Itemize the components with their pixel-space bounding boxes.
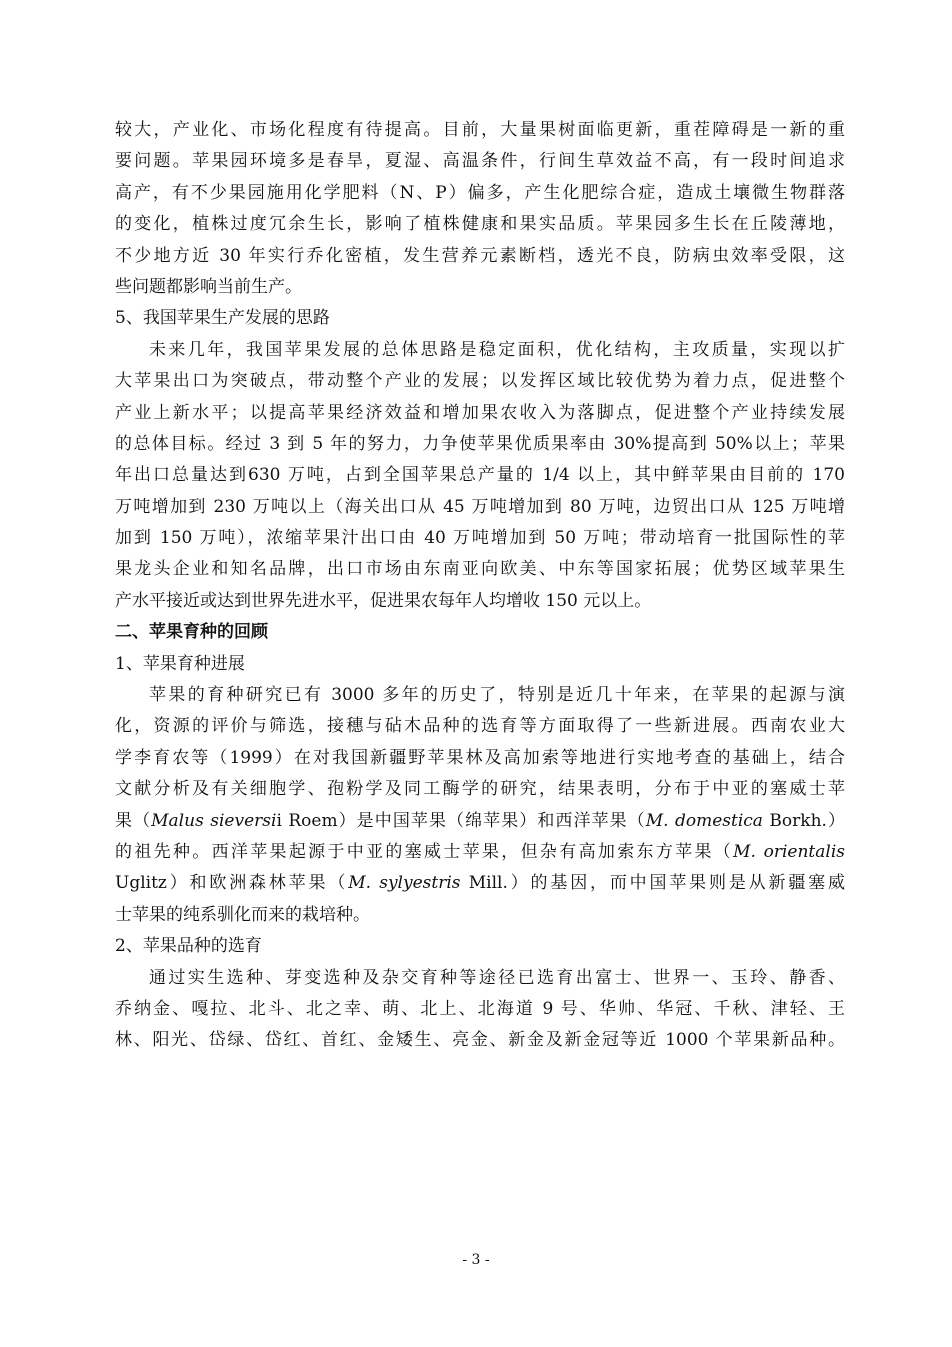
paragraph-line: 文献分析及有关细胞学、孢粉学及同工酶学的研究，结果表明，分布于中亚的塞威士苹: [115, 779, 845, 800]
text-run: Borkh.）: [762, 810, 845, 831]
latin-name: M. orientalis: [733, 841, 845, 862]
subheading-1: 1、苹果育种进展: [115, 653, 245, 674]
paragraph-line: 的总体目标。经过 3 到 5 年的努力，力争使苹果优质果率由 30%提高到 50%以上；苹果: [115, 433, 845, 454]
subheading-2: 2、苹果品种的选育: [115, 936, 262, 957]
paragraph-line: 未来几年，我国苹果发展的总体思路是稳定面积，优化结构，主攻质量，实现以扩: [149, 339, 845, 360]
text-run: i Roem）是中国苹果（绵苹果）和西洋苹果（: [276, 810, 646, 831]
paragraph-line: 苹果的育种研究已有 3000 多年的历史了，特别是近几十年来，在苹果的起源与演: [149, 685, 845, 706]
paragraph-line: 不少地方近 30 年实行乔化密植，发生营养元素断档，透光不良，防病虫效率受限，这: [115, 245, 845, 266]
body-text: [115, 115, 845, 1057]
paragraph-line: 较大，产业化、市场化程度有待提高。目前，大量果树面临更新，重茬障碍是一新的重: [115, 120, 845, 140]
paragraph-line: 高产，有不少果园施用化学肥料（N、P）偏多，产生化肥综合症，造成土壤微生物群落: [115, 182, 845, 203]
paragraph-line: 的变化，植株过度冗余生长，影响了植株健康和果实品质。苹果园多生长在丘陵薄地，: [115, 214, 845, 235]
text-run: Mill.）的基因，而中国苹果则是从新疆塞威: [460, 873, 845, 894]
paragraph-line: 通过实生选种、芽变选种及杂交育种等途径已选育出富士、世界一、玉玲、静香、: [149, 967, 845, 988]
text-run: 果（: [115, 810, 152, 831]
subheading-5: 5、我国苹果生产发展的思路: [115, 308, 330, 329]
latin-name: M. sylyestris: [348, 873, 461, 894]
paragraph-line: 林、阳光、岱绿、岱红、首红、金矮生、亮金、新金及新金冠等近 1000 个苹果新品种。: [115, 1030, 845, 1051]
latin-name: Malus sieversi: [151, 810, 277, 831]
page-number: - 3 -: [462, 1252, 490, 1268]
paragraph-line: 产水平接近或达到世界先进水平，促进果农每年人均增收 150 元以上。: [115, 590, 652, 611]
paragraph-line: 产业上新水平；以提高苹果经济效益和增加果农收入为落脚点，促进整个产业持续发展: [115, 402, 845, 423]
paragraph-line-mixed: [115, 806, 845, 837]
paragraph-line: 要问题。苹果园环境多是春旱，夏湿、高温条件，行间生草效益不高，有一段时间追求: [115, 151, 845, 172]
text-run: Uglitz）和欧洲森林苹果（: [115, 873, 349, 894]
paragraph-line: 些问题都影响当前生产。: [115, 276, 302, 297]
paragraph-line: 乔纳金、嘎拉、北斗、北之幸、萌、北上、北海道 9 号、华帅、华冠、千秋、津轻、王: [115, 998, 845, 1019]
paragraph-line-mixed: [115, 868, 845, 899]
paragraph-line: 化，资源的评价与筛选，接穗与砧木品种的选育等方面取得了一些新进展。西南农业大: [115, 716, 845, 737]
paragraph-line-mixed: [115, 837, 845, 868]
text-run: 的祖先种。西洋苹果起源于中亚的塞威士苹果，但杂有高加索东方苹果（: [115, 841, 734, 862]
paragraph-line: 士苹果的纯系驯化而来的栽培种。: [115, 904, 370, 925]
paragraph-line: 学李育农等（1999）在对我国新疆野苹果林及高加索等地进行实地考查的基础上，结合: [115, 747, 845, 768]
paragraph-line: 加到 150 万吨），浓缩苹果汁出口由 40 万吨增加到 50 万吨；带动培育一批国际性的苹: [115, 528, 845, 549]
paragraph-line: 万吨增加到 230 万吨以上（海关出口从 45 万吨增加到 80 万吨，边贸出口从 125 万吨增: [115, 496, 845, 517]
paragraph-line: 果龙头企业和知名品牌，出口市场由东南亚向欧美、中东等国家拓展；优势区域苹果生: [115, 559, 845, 580]
paragraph-line: 大苹果出口为突破点，带动整个产业的发展；以发挥区域比较优势为着力点，促进整个: [115, 371, 845, 392]
paragraph-line: 年出口总量达到630 万吨，占到全国苹果总产量的 1/4 以上，其中鲜苹果由目前的 170: [115, 465, 845, 486]
latin-name: M. domestica: [645, 810, 763, 831]
section-heading: 二、苹果育种的回顾: [115, 622, 268, 643]
